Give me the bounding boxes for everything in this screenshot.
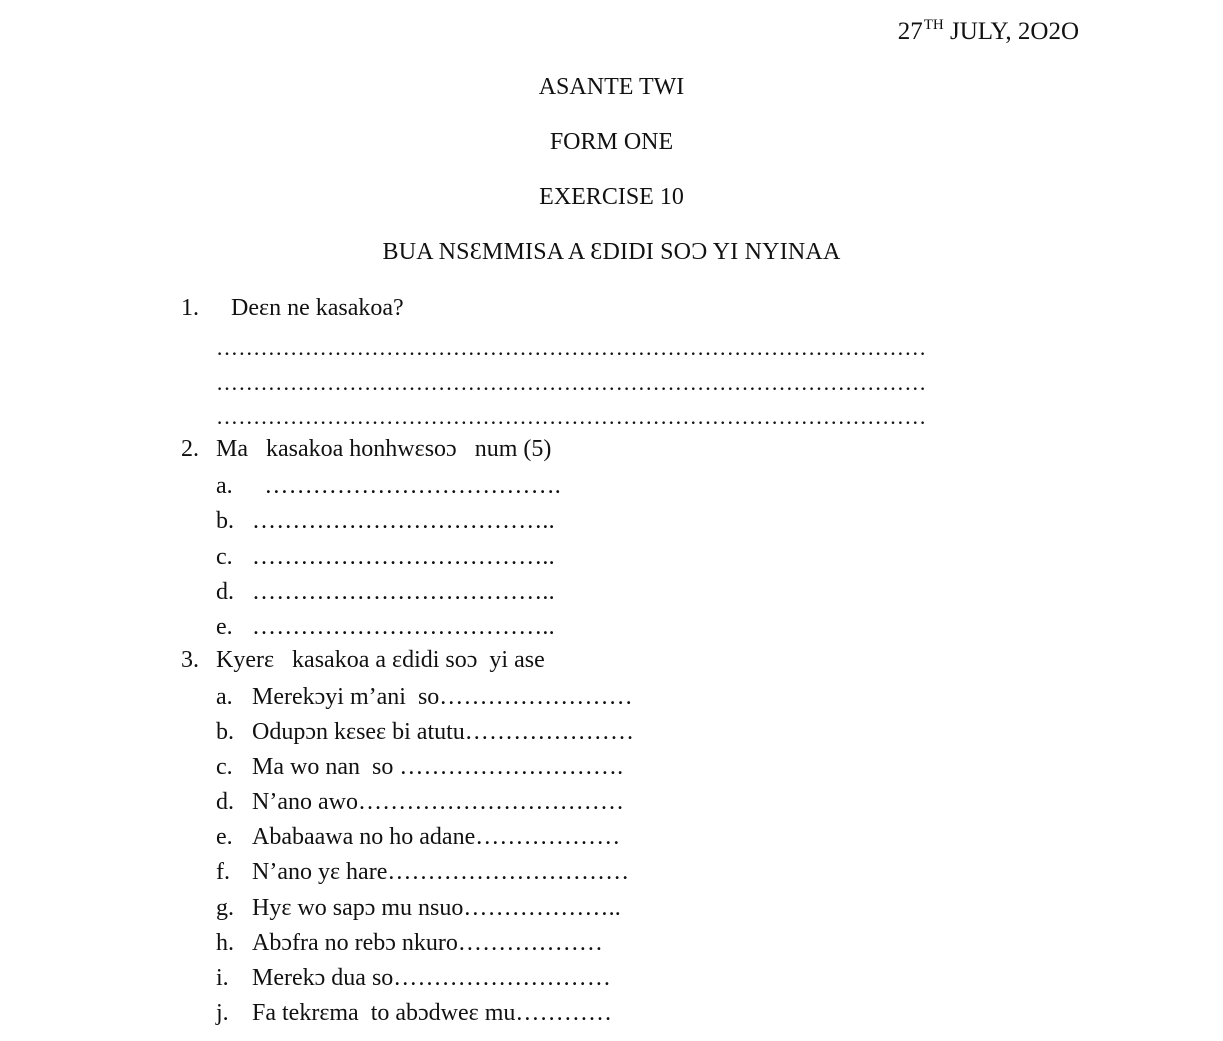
- item-text: Hyɛ wo sapɔ mu nsuo: [252, 895, 464, 921]
- item-text: Odupɔn kɛseɛ bi atutu: [252, 719, 465, 745]
- item-fill: ……………………………….: [252, 473, 561, 499]
- answer-line-1: ……………………………………………………………………………………: [216, 335, 927, 360]
- item-fill: ………………………………..: [252, 579, 555, 605]
- date-suffix: TH: [923, 17, 944, 33]
- question-3-number: 3.: [181, 647, 199, 673]
- question-3-item-a: [216, 685, 633, 709]
- item-text: N’ano awo: [252, 789, 358, 815]
- item-letter: e.: [216, 824, 233, 850]
- question-2-item-c: [216, 545, 555, 569]
- item-fill: …………………………: [387, 859, 630, 885]
- question-3-item-h: [216, 931, 603, 955]
- question-1: [181, 296, 404, 320]
- item-letter: d.: [216, 789, 234, 815]
- question-3-item-j: [216, 1001, 612, 1025]
- question-3-item-e: [216, 825, 620, 849]
- question-3-item-f: [216, 860, 629, 884]
- item-letter: i.: [216, 965, 229, 991]
- item-text: N’ano yɛ hare: [252, 859, 388, 885]
- item-letter: b.: [216, 719, 234, 745]
- date-day: 27: [897, 18, 923, 45]
- item-letter: c.: [216, 754, 233, 780]
- item-text: Merekɔyi m’ani so: [252, 684, 440, 710]
- item-fill: ……………………………: [357, 789, 625, 815]
- item-letter: b.: [216, 508, 234, 534]
- item-fill: ………………: [457, 930, 604, 956]
- item-text: Abɔfra no rebɔ nkuro: [252, 930, 458, 956]
- question-2-item-e: [216, 615, 555, 639]
- form-heading: FORM ONE: [549, 129, 674, 155]
- question-2-item-b: [216, 509, 555, 533]
- item-text: Ababaawa no ho adane: [252, 824, 476, 850]
- question-3-item-d: [216, 790, 624, 814]
- item-letter: c.: [216, 544, 233, 570]
- item-fill: ……………………….: [399, 754, 624, 780]
- item-fill: …………………: [464, 719, 635, 745]
- item-fill: …………: [515, 1000, 613, 1026]
- item-letter: d.: [216, 579, 234, 605]
- date-rest: JULY, 2O2O: [943, 18, 1079, 45]
- item-letter: e.: [216, 614, 233, 640]
- question-3-text: Kyerɛ kasakoa a ɛdidi soɔ yi ase: [216, 647, 545, 673]
- date: [898, 19, 1079, 44]
- item-fill: ………………………: [393, 965, 612, 991]
- exercise-heading: EXERCISE 10: [539, 184, 684, 210]
- item-letter: a.: [216, 473, 233, 499]
- subject-heading: ASANTE TWI: [538, 74, 685, 100]
- item-letter: h.: [216, 930, 234, 956]
- question-1-text: Deɛn ne kasakoa?: [231, 295, 404, 321]
- item-text: Fa tekrɛma to abɔdweɛ mu: [252, 1000, 516, 1026]
- item-letter: j.: [216, 1000, 229, 1026]
- question-2-item-a: [216, 474, 561, 498]
- question-2-number: 2.: [181, 436, 199, 462]
- question-2: [181, 437, 551, 461]
- item-fill: ………………..: [463, 895, 622, 921]
- question-3-item-i: [216, 966, 611, 990]
- item-fill: ………………………………..: [252, 508, 555, 534]
- question-3-item-c: [216, 755, 623, 779]
- item-fill: ………………………………..: [252, 544, 555, 570]
- answer-line-2: ……………………………………………………………………………………: [216, 370, 927, 395]
- item-text: Merekɔ dua so: [252, 965, 394, 991]
- question-3-item-g: [216, 896, 621, 920]
- answer-line-3: ……………………………………………………………………………………: [216, 404, 927, 429]
- question-2-item-d: [216, 580, 555, 604]
- item-fill: ………………………………..: [252, 614, 555, 640]
- instruction-heading: BUA NSƐMMISA A ƐDIDI SOƆ YI NYINAA: [382, 239, 841, 265]
- item-fill: ………………: [475, 824, 621, 850]
- item-text: Ma wo nan so: [252, 754, 400, 780]
- question-3-item-b: [216, 720, 634, 744]
- item-fill: ……………………: [439, 684, 633, 710]
- item-letter: f.: [216, 859, 230, 885]
- item-letter: g.: [216, 895, 234, 921]
- item-letter: a.: [216, 684, 233, 710]
- question-3: [181, 648, 545, 672]
- question-1-number: 1.: [181, 295, 199, 321]
- question-2-text: Ma kasakoa honhwɛsoɔ num (5): [216, 436, 552, 462]
